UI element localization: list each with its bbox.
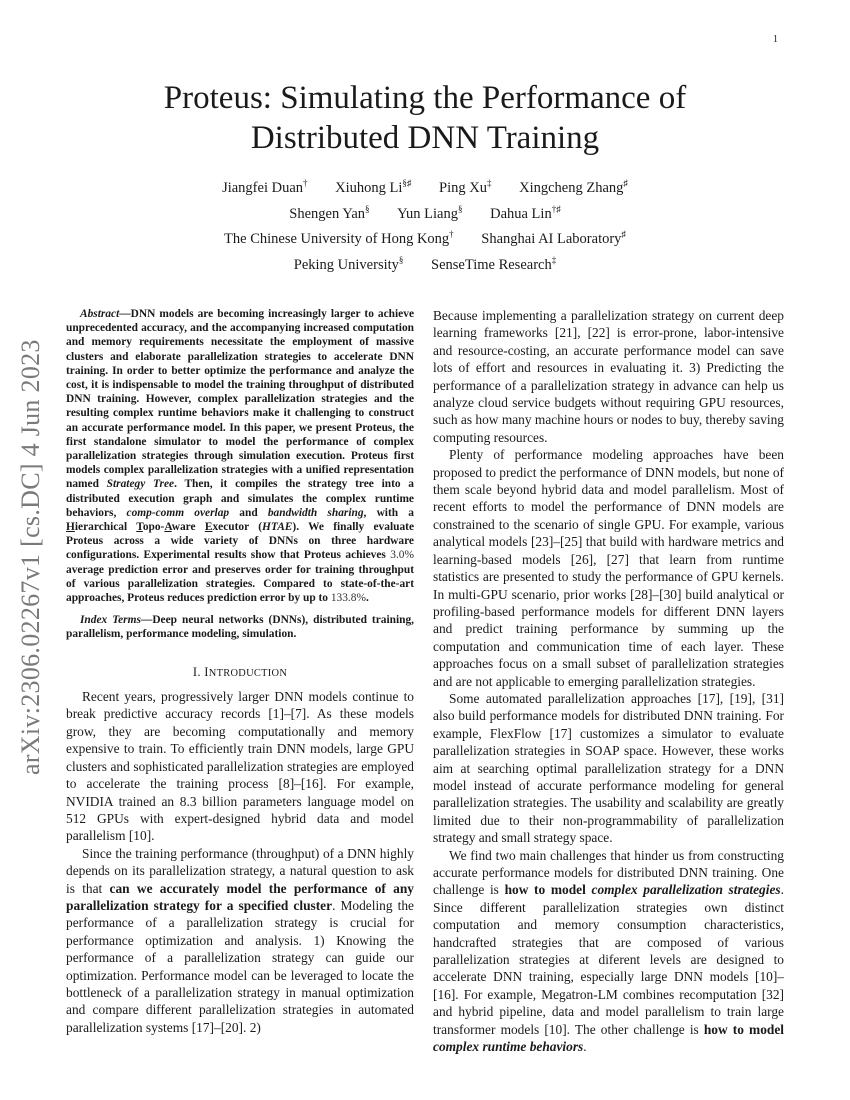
author: Ping Xu‡ xyxy=(439,178,492,196)
paragraph: Since the training performance (throughput) of a DNN highly depends on its parallelization strategy, a natural question to ask is that can we accurately model the performance of any parallelization strategy for a specified cluster. Modeling the performance of a parallelization strategy is crucial for performance optimization and analysis. 1) Knowing the performance of a parallelization strategy can guide our optimization. Performance model can be leveraged to locate the bottleneck of a parallelization strategy in manual optimization and compare different parallelization strategies in automated parallelization systems [17]–[20]. 2) xyxy=(66,845,414,1035)
left-column xyxy=(66,307,414,1036)
paragraph: Because implementing a parallelization strategy on current deep learning frameworks [21], [22] is error-prone, labor-intensive and resource-costing, an accurate performance model can save lots of effort and resources in evaluating it. 3) Predicting the performance of a parallelization strategy in advance can help us analyze cloud service budgets without requiring GPU resources, such as how many machine hours or nodes to buy, thereby saving computing resources. xyxy=(433,308,784,445)
author: Jiangfei Duan† xyxy=(222,178,308,196)
affiliation: SenseTime Research‡ xyxy=(431,255,557,274)
affiliation-row-1 xyxy=(0,225,850,251)
title-line-2: Distributed DNN Training xyxy=(250,120,600,156)
abstract: Abstract—DNN models are becoming increasingly larger to achieve unprecedented accuracy, and the accompanying increased computation and memory requirements necessitate the employment of massive clusters and elaborate parallelization strategies to accelerate DNN training. In order to better optimize the performance and analyze the cost, it is indispensable to model the training throughput of distributed DNN training. However, complex parallelization strategies and the resulting complex runtime behaviors make it challenging to construct an accurate performance model. In this paper, we present Proteus, the first standalone simulator to model the performance of complex parallelization strategies through simulation execution. Proteus first models complex parallelization strategies with a unified representation named Strategy Tree. Then, it compiles the strategy tree into a distributed execution graph and simulates the complex runtime behaviors, comp-comm overlap and bandwidth sharing, with a Hierarchical Topo-Aware Executor (HTAE). We finally evaluate Proteus across a wide variety of DNNs on three hardware configurations. Experimental results show that Proteus achieves 3.0% average prediction error and preserves order for training throughput of various parallelization strategies. Compared to state-of-the-art approaches, Proteus reduces prediction error by up to 133.8%. xyxy=(66,308,414,605)
author: Xingcheng Zhang♯ xyxy=(519,178,628,196)
paper-title xyxy=(0,78,850,158)
affiliation-row-2 xyxy=(0,250,850,276)
affiliation: The Chinese University of Hong Kong† xyxy=(224,229,454,248)
index-terms: Index Terms—Deep neural networks (DNNs), distributed training, parallelism, performance modeling, simulation. xyxy=(66,614,414,641)
author: Shengen Yan§ xyxy=(289,203,370,222)
title-line-1: Proteus: Simulating the Performance of xyxy=(163,80,687,116)
author: Yun Liang§ xyxy=(397,203,463,222)
paragraph: Some automated parallelization approaches [17], [19], [31] also build performance models for distributed DNN training. For example, FlexFlow [17] customizes a simulator to evaluate parallelization strategies in SOAP space. However, these works aim at searching optimal parallelization strategy for a DNN model instead of accurate performance modeling for general parallelization strategies. The usability and scalability are greatly limited due to their non-programmability of parallelization strategy and small strategy space. xyxy=(433,690,784,846)
paragraph: Plenty of performance modeling approaches have been proposed to predict the performance of DNN models, but none of them scale beyond hybrid data and model parallelism. Most of recent efforts to model the performance of DNN models are constrained to the scenario of single GPU. For example, various analytical models [23]–[25] that build with hardware metrics and learning-based models [26], [27] that learn from runtime statistics are presented to study the performance of GPU kernels. In multi-GPU scenario, prior works [28]–[30] build analytical or profiling-based performance models for different DNN layers and predict training performance by summing up the computation and communication time of each layer. These approaches focus on a small subset of parallelization strategies and are not applicable to emerging parallelization strategies. xyxy=(433,447,784,689)
section-heading: I. INTRODUCTION xyxy=(192,664,288,679)
author: Xiuhong Li§♯ xyxy=(335,178,412,196)
affiliation: Shanghai AI Laboratory♯ xyxy=(481,229,626,248)
author-block xyxy=(0,173,850,276)
author-row-2 xyxy=(0,199,850,225)
author-row-1 xyxy=(0,173,850,199)
paragraph: Recent years, progressively larger DNN models continue to break predictive accuracy records [1]–[7]. As these models grow, they are becoming computationally and memory expensive to train. To efficiently train DNN models, large GPU clusters and sophisticated parallelization strategies are employed to accelerate the training process [8]–[16]. For example, NVIDIA trained an 8.3 billion parameters language model on 512 GPUs with expert-designed hybrid data and model parallelism [10]. xyxy=(66,689,414,844)
author: Dahua Lin†♯ xyxy=(490,203,561,222)
page-number: 1 xyxy=(773,34,778,45)
arxiv-identifier: arXiv:2306.02267v1 [cs.DC] 4 Jun 2023 xyxy=(16,339,45,775)
affiliation: Peking University§ xyxy=(293,255,404,274)
paragraph: We find two main challenges that hinder us from constructing accurate performance models for distributed DNN training. One challenge is how to model complex parallelization strategies. Since different parallelization strategies own distinct computation and memory consumption characteristics, handcrafted strategies that are composed of various parallelization strategies at diferent levels are designed to accelerate DNN training, especially large DNN models [10]–[16]. For example, Megatron-LM combines recomputation [32] and hybrid pipeline, data and model parallelism to train large transformer models [10]. The other challenge is how to model complex runtime behaviors. xyxy=(433,847,784,1055)
right-column xyxy=(433,307,784,1055)
